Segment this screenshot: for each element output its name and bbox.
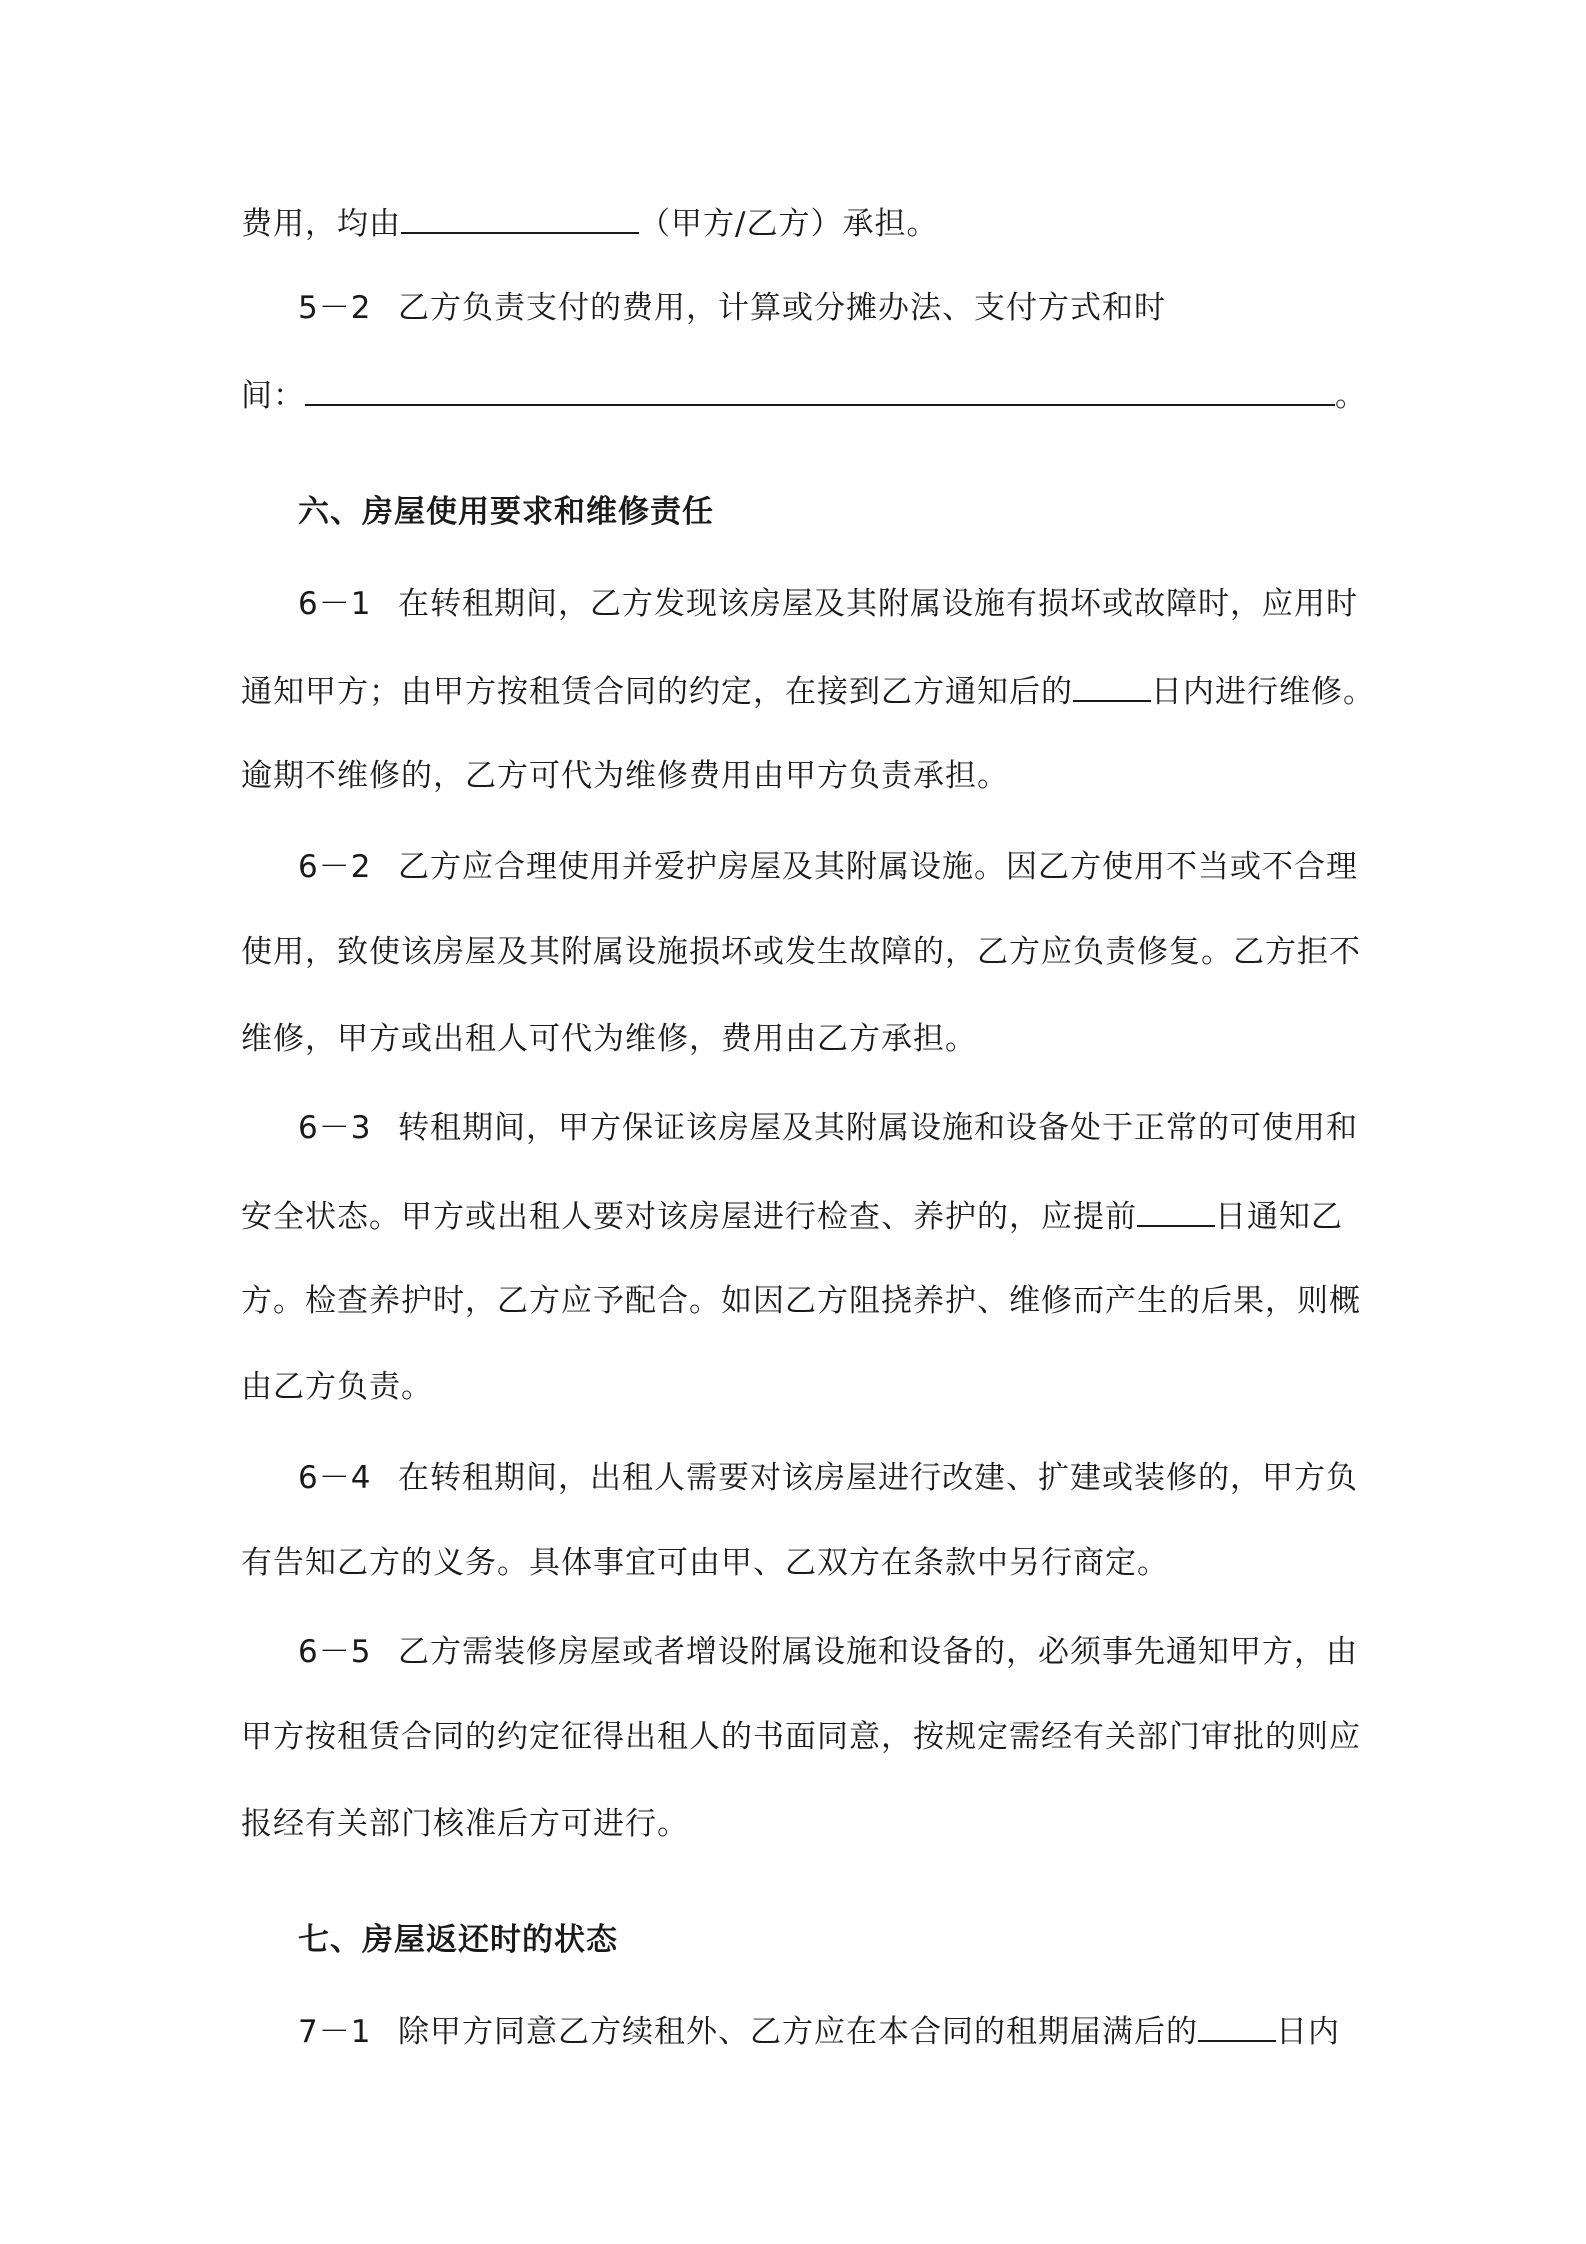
clause-number: 5－2 — [298, 290, 372, 326]
text-line — [241, 1193, 1343, 1239]
text-line: 报经有关部门核准后方可进行。 — [241, 1806, 689, 1842]
clause-number: 6－2 — [298, 849, 372, 885]
clause-number: 6－1 — [298, 586, 372, 622]
clause-6-4 — [298, 1456, 1358, 1500]
text-line: 使用，致使该房屋及其附属设施损坏或发生故障的，乙方应负责修复。乙方拒不 — [241, 934, 1361, 970]
fill-blank — [305, 372, 1335, 406]
text-line: 甲方按租赁合同的约定征得出租人的书面同意，按规定需经有关部门审批的则应 — [241, 1719, 1361, 1755]
clause-number: 6－5 — [298, 1634, 372, 1670]
fill-blank — [1198, 2008, 1276, 2042]
text: 日内 — [1276, 2014, 1340, 2050]
text-line: 维修，甲方或出租人可代为维修，费用由乙方承担。 — [241, 1021, 977, 1057]
text: 安全状态。甲方或出租人要对该房屋进行检查、养护的，应提前 — [241, 1199, 1137, 1235]
clause-number: 7－1 — [298, 2014, 372, 2050]
text: 乙方应合理使用并爱护房屋及其附属设施。因乙方使用不当或不合理 — [398, 849, 1358, 885]
clause-6-5 — [298, 1630, 1358, 1674]
fill-blank — [1073, 668, 1151, 702]
fill-blank — [401, 200, 639, 234]
clause-number: 6－4 — [298, 1460, 372, 1496]
fill-blank — [1137, 1193, 1215, 1227]
text: （甲方/乙方）承担。 — [639, 206, 939, 242]
text: 间： — [241, 378, 305, 414]
text: 在转租期间，乙方发现该房屋及其附属设施有损坏或故障时，应用时 — [398, 586, 1358, 622]
text-line — [241, 200, 938, 246]
text-line: 有告知乙方的义务。具体事宜可由甲、乙双方在条款中另行商定。 — [241, 1545, 1169, 1581]
text: 日内进行维修。 — [1151, 674, 1375, 710]
text-line: 由乙方负责。 — [241, 1369, 433, 1405]
clause-6-2 — [298, 845, 1358, 889]
text: 。 — [1335, 378, 1367, 414]
text: 费用，均由 — [241, 206, 401, 242]
clause-5-2 — [298, 286, 1166, 330]
text-line: 逾期不维修的，乙方可代为维修费用由甲方负责承担。 — [241, 758, 1009, 794]
text: 除甲方同意乙方续租外、乙方应在本合同的租期届满后的 — [398, 2014, 1198, 2050]
clause-6-3 — [298, 1106, 1358, 1150]
section-heading: 七、房屋返还时的状态 — [298, 1922, 618, 1958]
text: 乙方负责支付的费用，计算或分摊办法、支付方式和时 — [398, 290, 1166, 326]
clause-7-1 — [298, 2008, 1340, 2054]
text: 通知甲方；由甲方按租赁合同的约定，在接到乙方通知后的 — [241, 674, 1073, 710]
text: 转租期间，甲方保证该房屋及其附属设施和设备处于正常的可使用和 — [398, 1110, 1358, 1146]
text: 在转租期间，出租人需要对该房屋进行改建、扩建或装修的，甲方负 — [398, 1460, 1358, 1496]
clause-number: 6－3 — [298, 1110, 372, 1146]
text-line — [241, 668, 1375, 714]
clause-6-1 — [298, 582, 1358, 626]
text-line: 方。检查养护时，乙方应予配合。如因乙方阻挠养护、维修而产生的后果，则概 — [241, 1283, 1361, 1319]
text: 乙方需装修房屋或者增设附属设施和设备的，必须事先通知甲方，由 — [398, 1634, 1358, 1670]
text: 日通知乙 — [1215, 1199, 1343, 1235]
text-line — [241, 372, 1367, 418]
section-heading: 六、房屋使用要求和维修责任 — [298, 494, 714, 530]
